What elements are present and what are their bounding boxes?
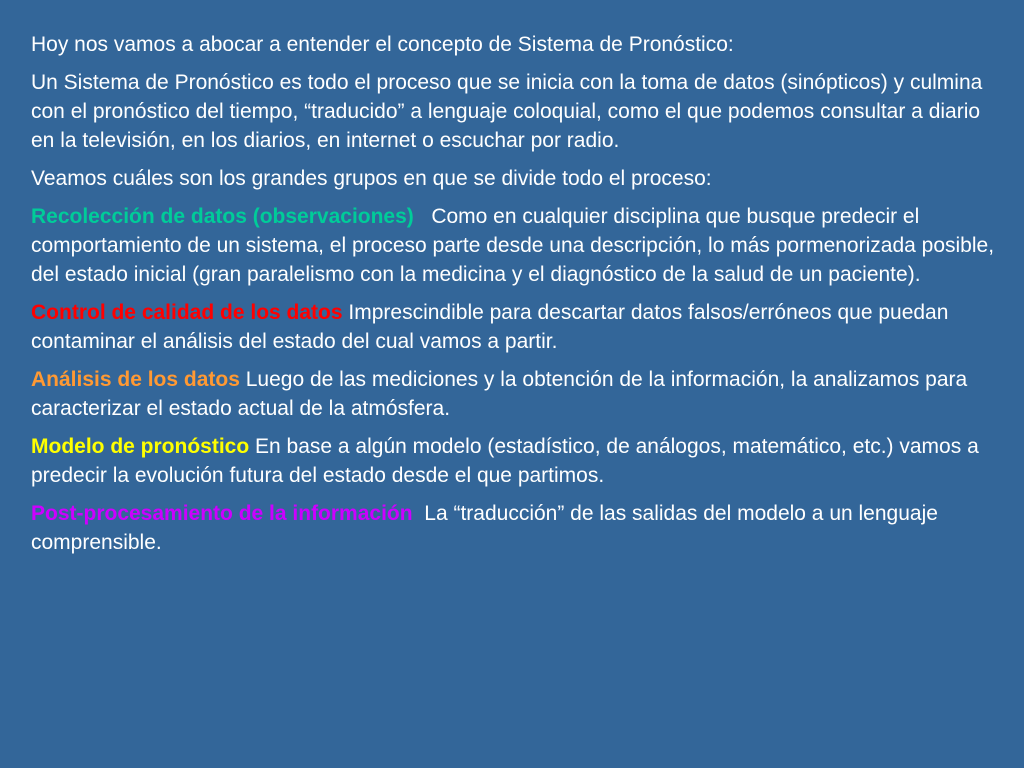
step-title: Recolección de datos (observaciones) <box>31 205 414 228</box>
step-forecast-model <box>31 432 996 490</box>
step-text: En base a algún modelo (estadístico, de análogos, matemático, etc.) vamos a predecir la evolución futura del estado desde el que partimos. <box>31 435 979 487</box>
step-quality-control <box>31 298 996 356</box>
step-title: Análisis de los datos <box>31 368 240 391</box>
step-text: La “traducción” de las salidas del modelo a un lenguaje comprensible. <box>31 502 938 554</box>
step-post-processing <box>31 499 996 557</box>
slide-body <box>31 30 996 566</box>
groups-intro-paragraph: Veamos cuáles son los grandes grupos en que se divide todo el proceso: <box>31 167 712 190</box>
step-title: Post-procesamiento de la información <box>31 502 413 525</box>
step-text: Luego de las mediciones y la obtención de la información, la analizamos para caracterizar el estado actual de la atmósfera. <box>31 368 968 420</box>
step-data-analysis <box>31 365 996 423</box>
step-separator <box>413 502 425 525</box>
step-title: Control de calidad de los datos <box>31 301 343 324</box>
step-text: Imprescindible para descartar datos falsos/erróneos que puedan contaminar el análisis del estado del cual vamos a partir. <box>31 301 949 353</box>
step-title: Modelo de pronóstico <box>31 435 250 458</box>
intro-paragraph: Hoy nos vamos a abocar a entender el concepto de Sistema de Pronóstico: <box>31 33 734 56</box>
step-text: Como en cualquier disciplina que busque predecir el comportamiento de un sistema, el proceso parte desde una descripción, lo más pormenorizada posible, del estado inicial (gran paralelismo con la medicina y el diagnóstico de la salud de un paciente). <box>31 205 995 286</box>
step-separator <box>414 205 432 228</box>
step-data-collection <box>31 202 996 289</box>
definition-paragraph: Un Sistema de Pronóstico es todo el proceso que se inicia con la toma de datos (sinópticos) y culmina con el pronóstico del tiempo, “traducido” a lenguaje coloquial, como el que podemos consultar a diario en la televisión, en los diarios, en internet o escuchar por radio. <box>31 71 983 152</box>
